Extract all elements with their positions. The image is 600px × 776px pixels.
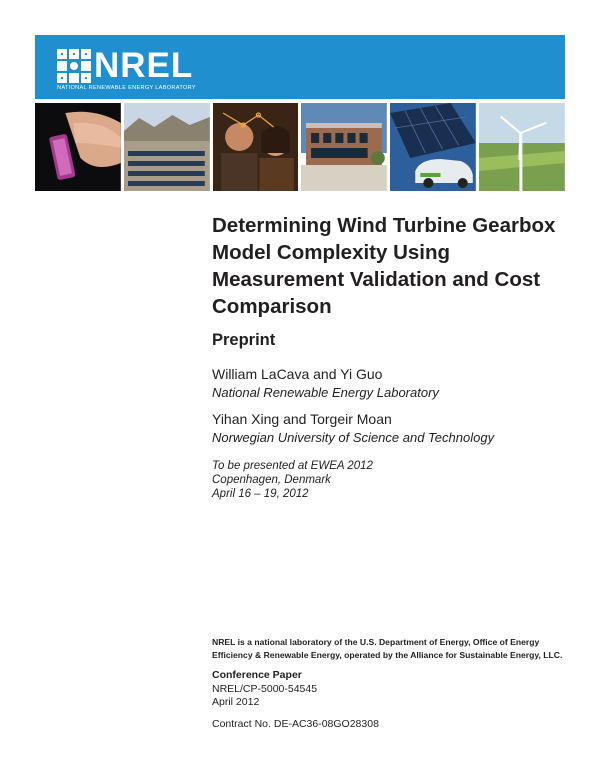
contract-number: Contract No. DE-AC36-08GO28308 <box>212 718 379 730</box>
solar-array-landscape-photo <box>124 103 210 191</box>
publication-date: April 2012 <box>212 696 260 708</box>
document-subtitle: Preprint <box>212 331 276 349</box>
photo-strip <box>35 103 565 191</box>
document-title: Determining Wind Turbine Gearbox Model Complexity Using Measurement Validation and Cost Comparison <box>212 214 556 318</box>
conference-line: To be presented at EWEA 2012 <box>212 460 373 472</box>
nrel-banner <box>35 35 565 99</box>
conference-dates: April 16 – 19, 2012 <box>212 488 309 500</box>
author-names: Yihan Xing and Torgeir Moan <box>212 411 392 427</box>
logo-subtitle: NATIONAL RENEWABLE ENERGY LABORATORY <box>57 85 196 91</box>
research-building-photo <box>301 103 387 191</box>
wind-turbine-photo <box>479 103 565 191</box>
conference-info <box>212 459 373 501</box>
nrel-logo <box>57 46 194 85</box>
report-number: NREL/CP-5000-54545 <box>212 683 318 695</box>
nrel-logo-icon <box>57 49 91 83</box>
logo-text: NREL <box>94 46 194 85</box>
hand-holding-solar-cell-photo <box>35 103 121 191</box>
researchers-photo <box>213 103 299 191</box>
paper-type: Conference Paper <box>212 669 302 681</box>
author-names: William LaCava and Yi Guo <box>212 366 383 382</box>
author-affiliation: Norwegian University of Science and Technology <box>212 430 495 445</box>
nrel-statement: NREL is a national laboratory of the U.S. Department of Energy, Office of Energy Efficiency & Renewable Energy, operated by the Alliance for Sustainable Energy, LLC. <box>212 637 563 660</box>
solar-panel-vehicle-photo <box>390 103 476 191</box>
author-affiliation: National Renewable Energy Laboratory <box>212 385 439 400</box>
conference-location: Copenhagen, Denmark <box>212 474 331 486</box>
